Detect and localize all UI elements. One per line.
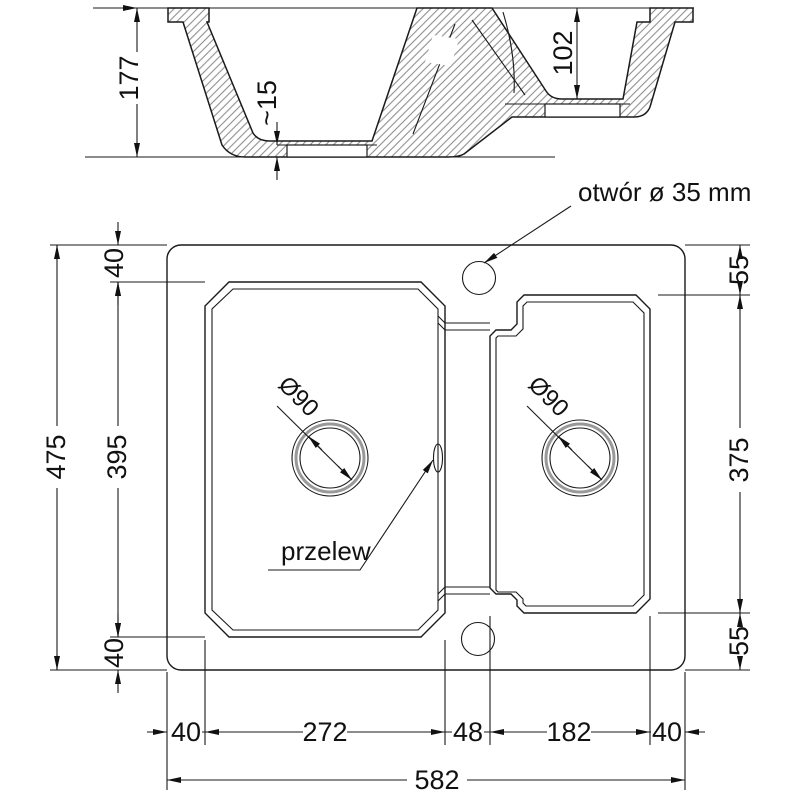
dim-top-margin-left-text: 40	[99, 247, 129, 279]
basin-right-outer-rim	[490, 295, 650, 613]
basin-left-outer-rim	[205, 282, 445, 637]
dim-depth-total-text: 177	[114, 55, 144, 101]
dim-bottom-thickness-text: ~15	[252, 80, 282, 126]
dim-total-width-text: 582	[414, 765, 460, 795]
tap-hole	[463, 262, 496, 295]
basin-left-inner-rim	[212, 289, 438, 630]
dim-left-basin-width-text: 272	[302, 717, 348, 747]
section-sink-body	[168, 8, 693, 157]
basin-right-inner-rim	[496, 302, 644, 606]
drain-left-label: Ø90	[272, 371, 324, 423]
dims-left	[41, 222, 205, 693]
drain-right-arrow-up	[558, 436, 572, 450]
plan-view	[41, 177, 754, 795]
channel-wall-top	[438, 316, 490, 330]
channel-wall-top-outer	[438, 316, 490, 323]
dim-depth-right	[548, 8, 578, 99]
left-drain-recess	[287, 145, 367, 157]
dim-bottom-margin-right-text: 55	[724, 625, 754, 657]
dim-basin-length-left-text: 395	[102, 434, 132, 480]
dim-depth-right-text: 102	[548, 30, 578, 76]
dim-left-margin-text: 40	[170, 717, 202, 747]
dim-depth-total	[93, 8, 144, 157]
dim-top-margin-right-text: 55	[724, 254, 754, 286]
tap-hole-leader-line	[484, 206, 571, 263]
dim-basin-length-right-text: 375	[724, 437, 754, 483]
section-view	[85, 8, 694, 180]
channel-wall-bottom-outer	[438, 594, 490, 601]
tap-hole-label: otwór ø 35 mm	[578, 177, 752, 207]
drain-right-arrow-down	[588, 466, 602, 480]
dim-total-depth-text: 475	[41, 434, 71, 480]
channel-wall-bottom-inner	[438, 587, 490, 594]
dim-channel-width-text: 48	[452, 717, 484, 747]
drain-left-arrow-down	[338, 466, 352, 480]
dim-right-margin-text: 40	[651, 717, 683, 747]
drain-right-label: Ø90	[522, 371, 574, 423]
drain-left-arrow-up	[308, 436, 322, 450]
drain-left	[273, 371, 368, 496]
drain-right	[523, 371, 618, 496]
dims-bottom	[147, 616, 705, 795]
channel-wall-top-inner	[438, 323, 490, 330]
dim-bottom-margin-left-text: 40	[99, 637, 129, 669]
overflow-label: przelew	[281, 536, 371, 566]
overflow	[268, 444, 443, 570]
right-drain-recess	[545, 104, 620, 117]
channel-wall-bottom	[438, 587, 490, 601]
dim-right-basin-width-text: 182	[546, 717, 592, 747]
dim-bottom-thickness	[252, 80, 282, 180]
dims-right	[658, 245, 754, 670]
